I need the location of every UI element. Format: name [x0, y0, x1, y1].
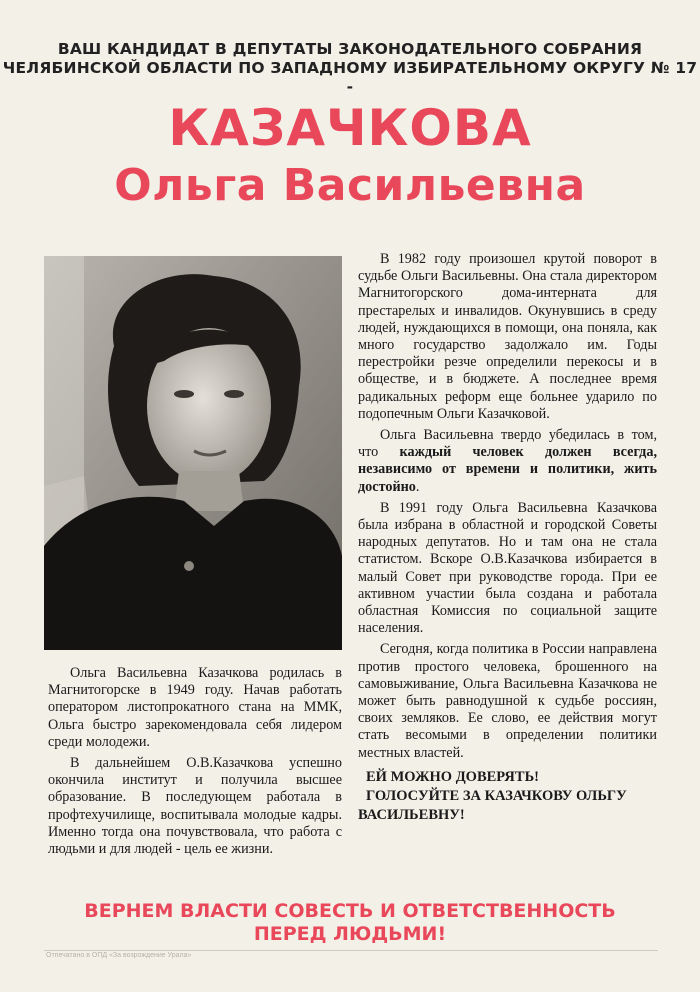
footer-divider [44, 950, 658, 951]
biography-paragraph: В дальнейшем О.В.Казачкова успешно окончила институт и получила высшее образование. В последующем работала в профтехучилище, воспитывала молодые кадры. Именно тогда она почувствовала, что работа с людьми и для людей - цель ее жизни. [48, 755, 342, 858]
slogan-line-1: ВЕРНЕМ ВЛАСТИ СОВЕСТЬ И ОТВЕТСТВЕННОСТЬ [84, 900, 616, 922]
closing-vote-line-2: ВАСИЛЬЕВНУ! [358, 806, 465, 823]
candidate-given-names: Ольга Васильевна [114, 160, 586, 211]
closing-trust-line: ЕЙ МОЖНО ДОВЕРЯТЬ! [366, 768, 539, 785]
biography-paragraph: Ольга Васильевна Казачкова родилась в Магнитогорске в 1949 году. Начав работать оператором листопрокатного стана на ММК, Ольга быстро зарекомендовала себя лидером среди молодежи. [48, 665, 342, 750]
closing-appeal [358, 768, 657, 825]
paragraph-text: . [415, 478, 420, 495]
slogan-line-2: ПЕРЕД ЛЮДЬМИ! [253, 923, 447, 945]
leaflet-header [0, 40, 700, 97]
biography-paragraph-emphasis [358, 427, 657, 496]
biography-left-column [48, 665, 342, 862]
biography-right-column [358, 251, 657, 829]
candidate-portrait [44, 256, 342, 650]
header-line-2: ЧЕЛЯБИНСКОЙ ОБЛАСТИ ПО ЗАПАДНОМУ ИЗБИРАТЕЛЬНОМУ ОКРУГУ № 17 - [2, 59, 698, 96]
biography-paragraph: В 1982 году произошел крутой поворот в судьбе Ольги Васильевны. Она стала директором Магнитогорского дома-интерната для престарелых и инвалидов. Окунувшись в среду людей, нуждающихся в помощи, она поняла, как много государство задолжало им. Годы перестройки резче определили перекосы и в обществе, и в бюджете. А последнее время радикальных реформ еще больнее ударило по подопечным Ольги Казачковой. [358, 251, 657, 422]
paragraph-text: Ольга Васильевна твердо убедилась в том, что [358, 427, 657, 461]
closing-vote-line: ГОЛОСУЙТЕ ЗА КАЗАЧКОВУ ОЛЬГУ [366, 787, 627, 804]
campaign-slogan [0, 900, 700, 946]
biography-paragraph: Сегодня, когда политика в России направлена против простого человека, брошенного на самовыживание, Ольга Васильевна Казачкова не может быть равнодушной к судьбе россиян, своих земляков. Ее слово, ее действия могут стать весомыми в определении политики местных властей. [358, 641, 657, 761]
emphasis-text: каждый человек должен всегда, независимо от времени и политики, жить достойно [358, 444, 657, 495]
biography-paragraph: В 1991 году Ольга Васильевна Казачкова была избрана в областной и городской Советы народных депутатов. Но и там она не стала статистом. Вскоре О.В.Казачкова избирается в малый Совет при руководстве города. При ее активном участии была создана и работала областная Комиссия по социальной защите населения. [358, 499, 657, 637]
candidate-surname: КАЗАЧКОВА [168, 99, 532, 157]
print-imprint: Отпечатано в ОПД «За возрождение Урала» [46, 952, 192, 959]
header-line-1: ВАШ КАНДИДАТ В ДЕПУТАТЫ ЗАКОНОДАТЕЛЬНОГО СОБРАНИЯ [57, 40, 643, 58]
